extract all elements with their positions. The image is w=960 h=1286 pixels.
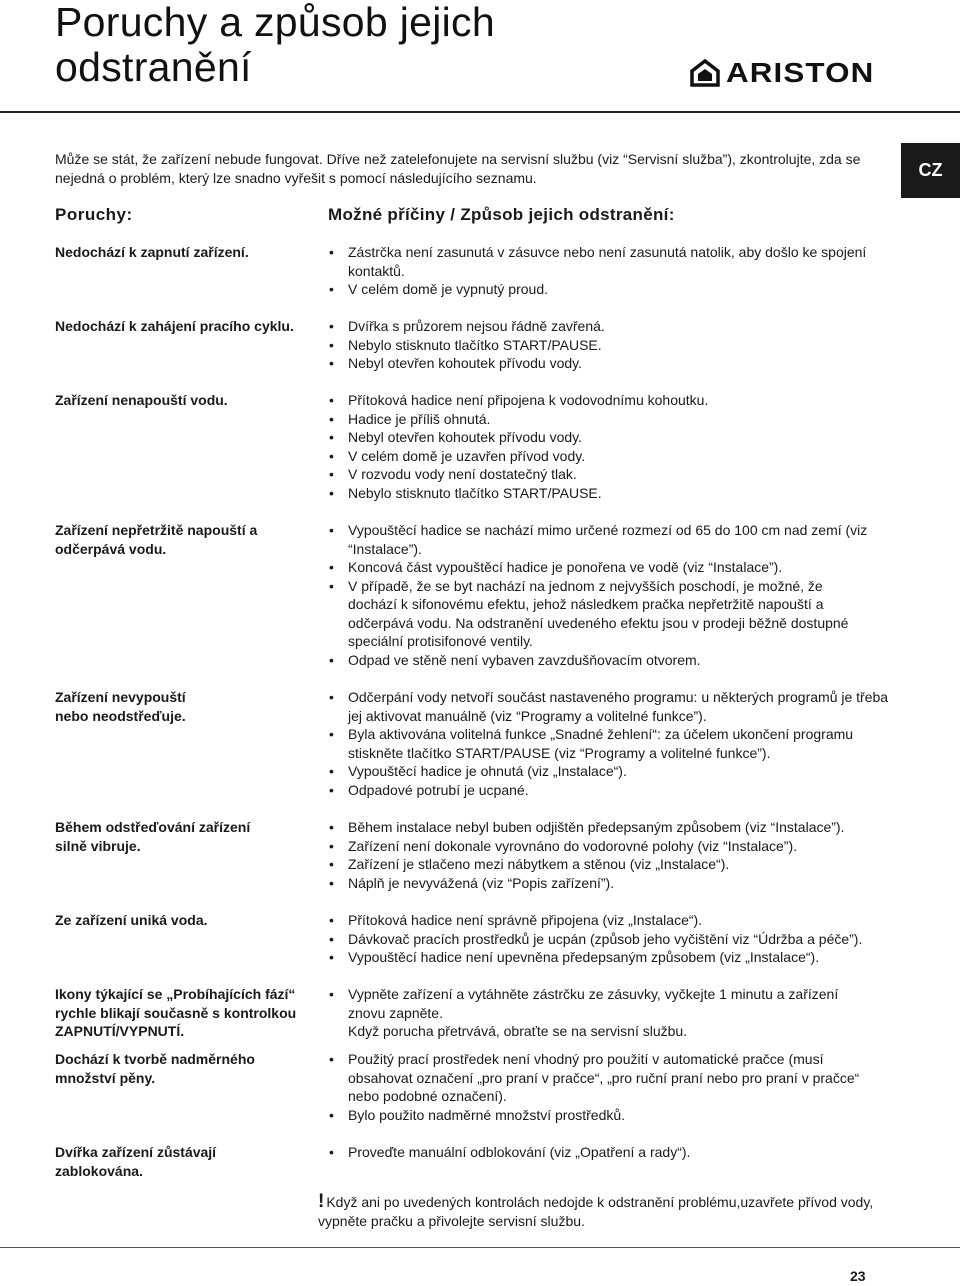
ariston-logo — [690, 57, 875, 88]
cause-item: • Nebylo stisknuto tlačítko START/PAUSE. — [328, 336, 893, 355]
causes-list — [328, 243, 893, 299]
cause-item: • Přítoková hadice není správně připojena (viz „Instalace“). — [328, 911, 893, 930]
causes-list — [328, 911, 893, 967]
header-divider — [0, 111, 960, 113]
cause-item: • Odpadové potrubí je ucpané. — [328, 781, 893, 800]
footer-divider — [0, 1247, 960, 1248]
page-title — [55, 0, 655, 90]
house-icon — [690, 59, 720, 87]
cause-item: • Nebyl otevřen kohoutek přívodu vody. — [328, 428, 893, 447]
problem-text: Ikony týkající se „Probíhajících fází“ rychle blikají současně s kontrolkou ZAPNUTÍ/VYPNUTÍ. — [55, 986, 297, 1039]
page-number: 23 — [850, 1268, 866, 1284]
problems-heading: Poruchy: — [55, 205, 133, 224]
cause-item: • Zařízení je stlačeno mezi nábytkem a stěnou (viz „Instalace“). — [328, 855, 893, 874]
problem-text: Dochází k tvorbě nadměrného množství pěny. — [55, 1051, 255, 1086]
cause-item: • V celém domě je uzavřen přívod vody. — [328, 447, 893, 466]
cause-item: • Odpad ve stěně není vybaven zavzdušňovacím otvorem. — [328, 651, 873, 670]
cause-item: • Použitý prací prostředek není vhodný pro použití v automatické pračce (musí obsahovat označení „pro praní v pračce“, „pro ruční praní nebo pro praní v pračce“ nebo podobné označení). — [328, 1050, 873, 1106]
causes-list — [328, 1143, 893, 1162]
cause-item: • Vypouštěcí hadice je ohnutá (viz „Instalace“). — [328, 762, 893, 781]
cause-continuation: Když porucha přetrvává, obraťte se na servisní službu. — [348, 1023, 688, 1039]
warning-note — [318, 1193, 878, 1230]
cause-item: • V celém domě je vypnutý proud. — [328, 280, 893, 299]
cause-item: • Náplň je nevyvážená (viz “Popis zařízení”). — [328, 874, 893, 893]
cause-item: • Zástrčka není zasunutá v zásuvce nebo není zasunutá natolik, aby došlo ke spojení kontaktů. — [328, 243, 893, 280]
title-line-2: odstranění — [55, 44, 252, 90]
cause-item: • Bylo použito nadměrné množství prostředků. — [328, 1106, 873, 1125]
cause-item: • Proveďte manuální odblokování (viz „Opatření a rady“). — [328, 1143, 893, 1162]
problem-text: Během odstřeďování zařízení silně vibruje. — [55, 819, 251, 854]
problem-text: Nedochází k zahájení pracího cyklu. — [55, 318, 294, 334]
cause-item: • Hadice je příliš ohnutá. — [328, 410, 893, 429]
brand-name: ARISTON — [726, 57, 875, 88]
cause-item: • Vypouštěcí hadice není upevněna předepsaným způsobem (viz „Instalace“). — [328, 948, 893, 967]
causes-list — [328, 818, 893, 892]
warning-icon: ! — [318, 1191, 325, 1212]
cause-item: • Během instalace nebyl buben odjištěn předepsaným způsobem (viz “Instalace”). — [328, 818, 893, 837]
cause-item: • V případě, že se byt nachází na jednom z nejvyšších poschodí, je možné, že dochází k sifonovému efektu, jehož následkem pračka nepřetržitě napouští a odčerpává vodu. Na odstranění uvedeného efektu jsou v prodeji běžně dostupné speciální protisifonové ventily. — [328, 577, 873, 651]
problem-text: Dvířka zařízení zůstávají zablokována. — [55, 1144, 217, 1179]
cause-item: • Zařízení není dokonale vyrovnáno do vodorovné polohy (viz “Instalace”). — [328, 837, 893, 856]
problem-text: Zařízení nevypouští nebo neodstřeďuje. — [55, 689, 186, 724]
title-line-1: Poruchy a způsob jejich — [55, 0, 495, 45]
intro-text: Může se stát, že zařízení nebude fungovat. Dříve než zatelefonujete na servisní službu (viz “Servisní služba”), zkontrolujte, zda se nejedná o problém, který lze snadno vyřešit s pomocí následujícího seznamu. — [55, 151, 861, 186]
problem-text: Ze zařízení uniká voda. — [55, 912, 208, 928]
cause-item: • Vypněte zařízení a vytáhněte zástrčku ze zásuvky, vyčkejte 1 minutu a zařízení znovu zapněte. — [328, 985, 873, 1022]
causes-list — [328, 985, 873, 1041]
cause-item: • Byla aktivována volitelná funkce „Snadné žehlení“: za účelem ukončení programu stiskněte tlačítko START/PAUSE (viz “Programy a volitelné funkce”). — [328, 725, 893, 762]
causes-list — [328, 521, 873, 669]
cause-item: • Dvířka s průzorem nejsou řádně zavřená. — [328, 317, 893, 336]
causes-heading: Možné příčiny / Způsob jejich odstranění: — [328, 205, 675, 224]
cause-item: • Dávkovač pracích prostředků je ucpán (způsob jeho vyčištění viz “Údržba a péče”). — [328, 930, 893, 949]
causes-list — [328, 1050, 873, 1124]
causes-list — [328, 391, 893, 502]
cause-item: • Odčerpání vody netvoří součást nastaveného programu: u některých programů je třeba jej aktivovat manuálně (viz “Programy a volitelné funkce”). — [328, 688, 893, 725]
cause-item: • Nebyl otevřen kohoutek přívodu vody. — [328, 354, 893, 373]
problem-text: Zařízení nenapouští vodu. — [55, 392, 228, 408]
cause-item: • Přítoková hadice není připojena k vodovodnímu kohoutku. — [328, 391, 893, 410]
cause-item: • Koncová část vypouštěcí hadice je ponořena ve vodě (viz “Instalace”). — [328, 558, 873, 577]
cause-item: • Nebylo stisknuto tlačítko START/PAUSE. — [328, 484, 893, 503]
language-tab: CZ — [901, 143, 960, 198]
problem-text: Zařízení nepřetržitě napouští a odčerpává vodu. — [55, 522, 258, 557]
causes-list — [328, 317, 893, 373]
cause-item: • V rozvodu vody není dostatečný tlak. — [328, 465, 893, 484]
note-text: Když ani po uvedených kontrolách nedojde k odstranění problému,uzavřete přívod vody, vypněte pračku a přivolejte servisní službu. — [318, 1194, 874, 1229]
causes-list — [328, 688, 893, 799]
cause-item: • Vypouštěcí hadice se nachází mimo určené rozmezí od 65 do 100 cm nad zemí (viz “Instalace”). — [328, 521, 873, 558]
problem-text: Nedochází k zapnutí zařízení. — [55, 244, 249, 260]
